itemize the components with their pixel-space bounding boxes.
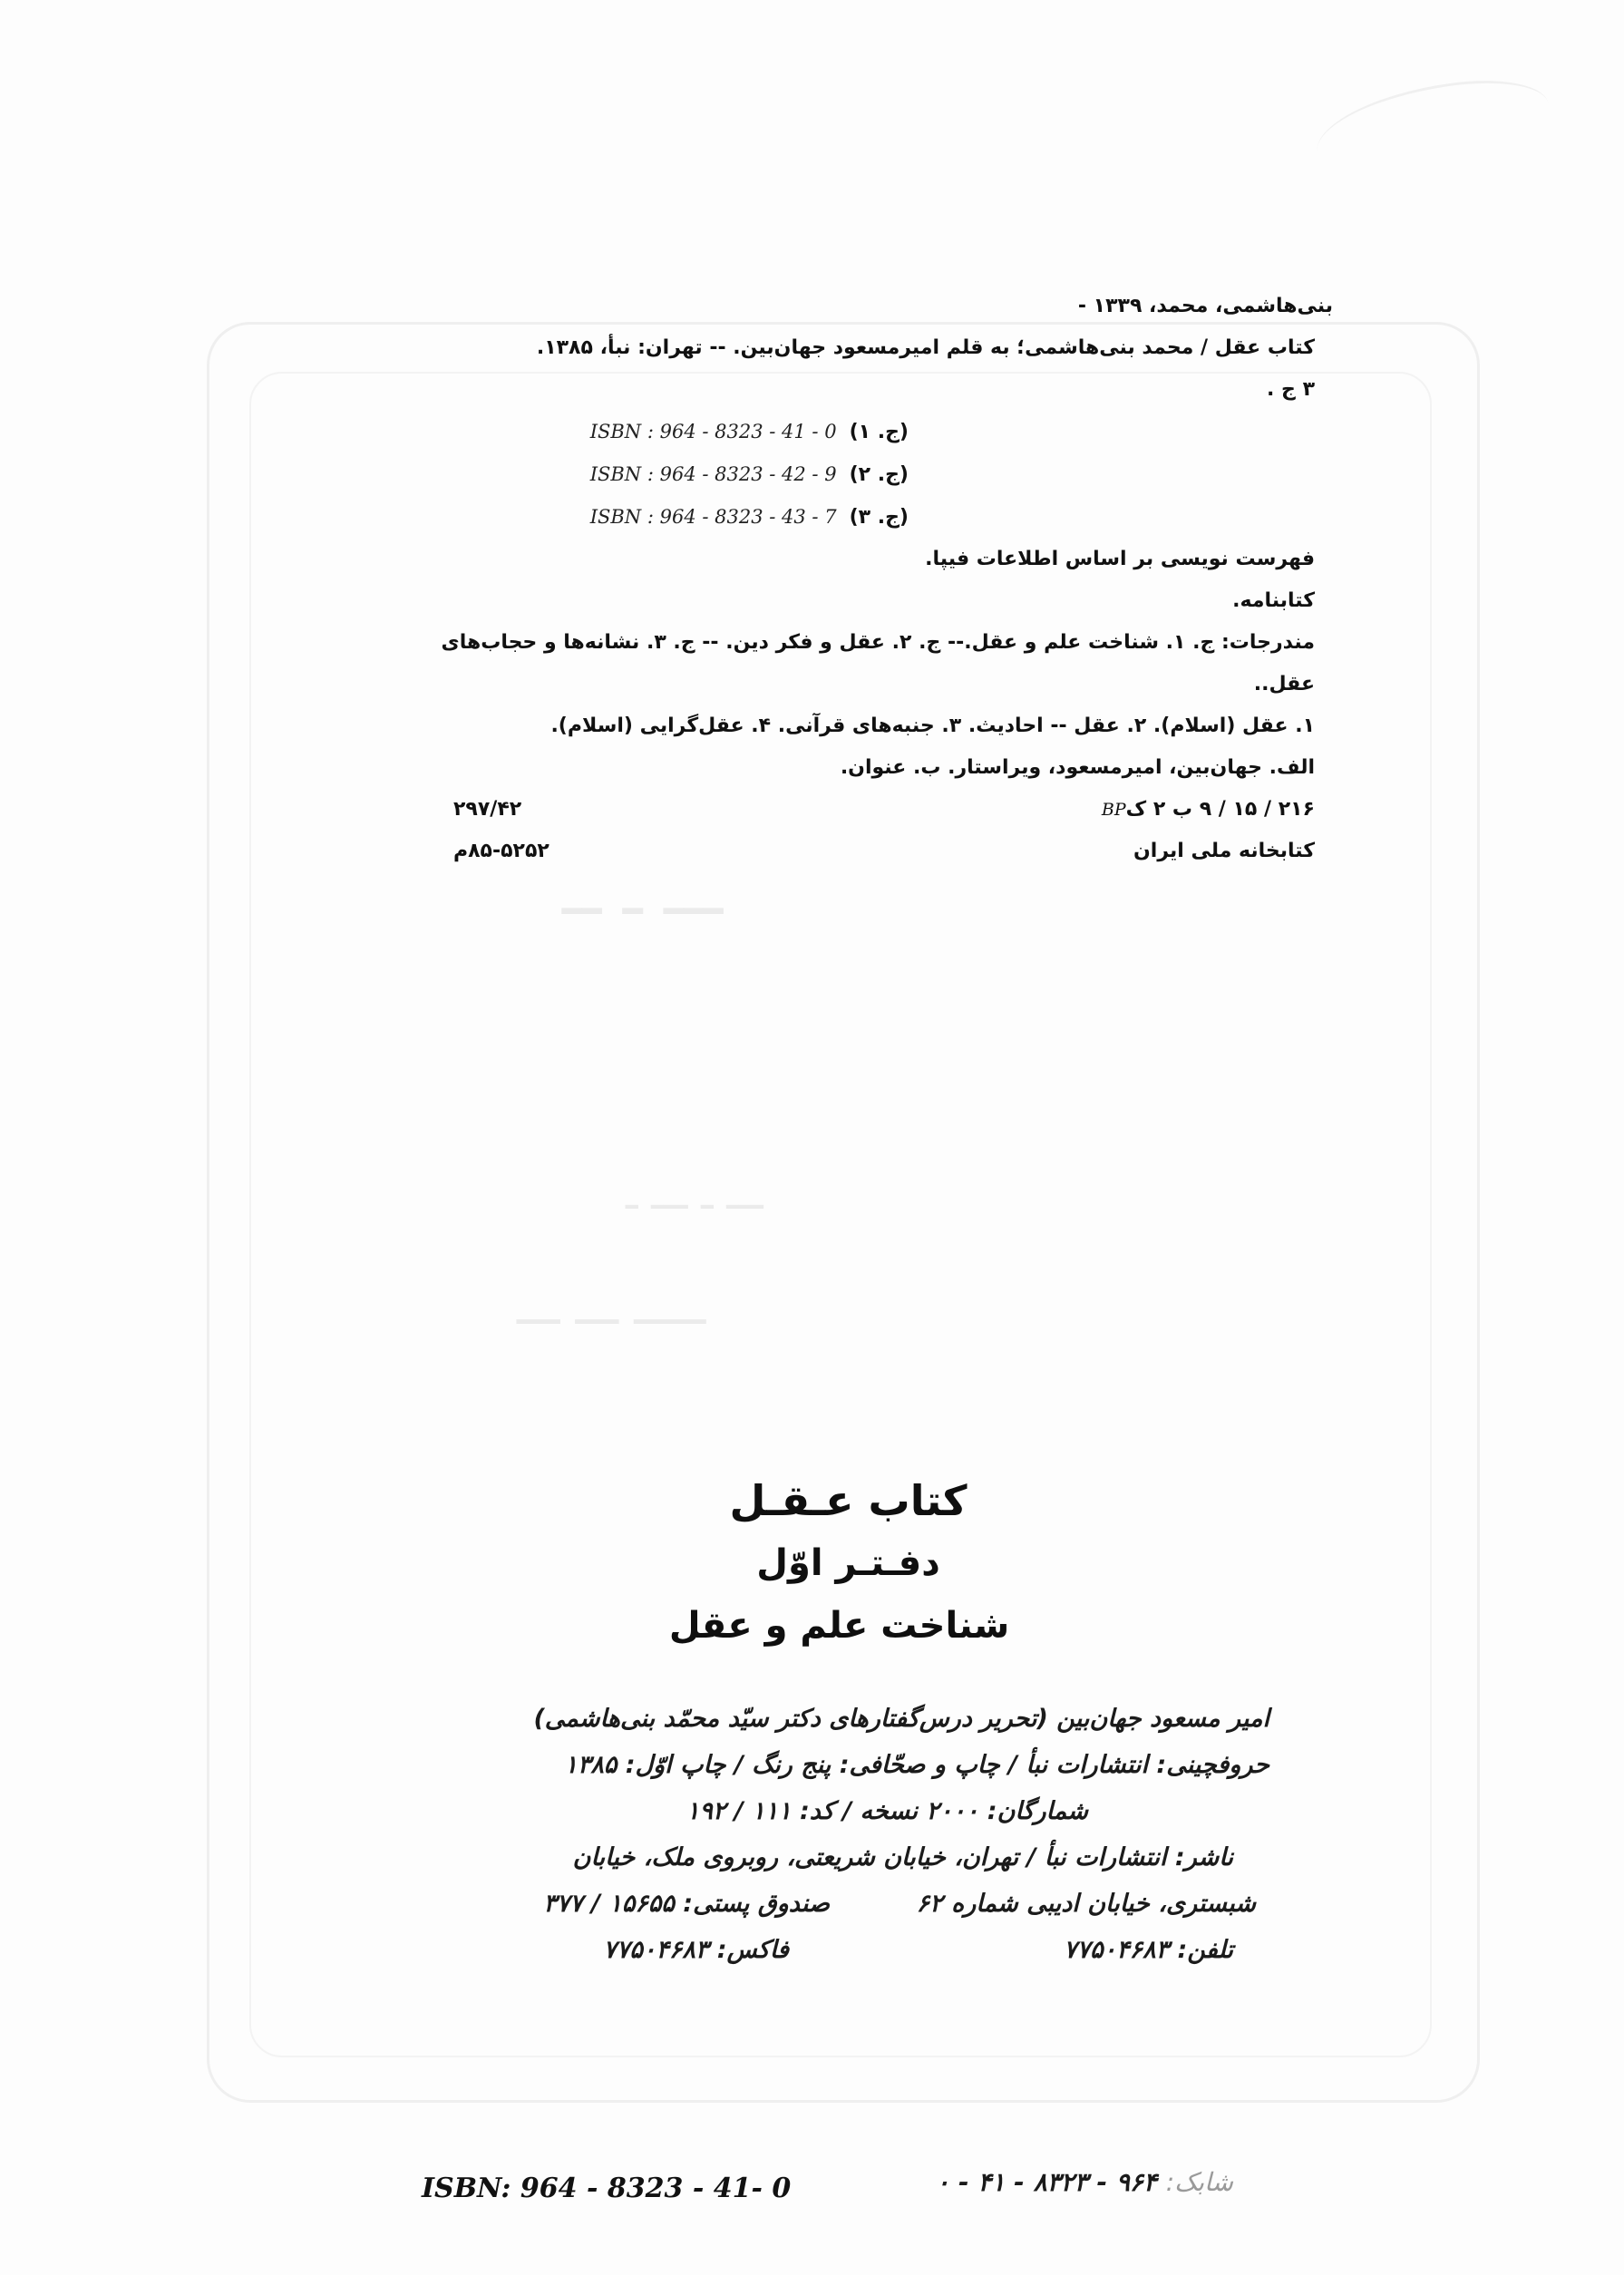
cip-volume-label: (ج. ۲) xyxy=(849,463,909,486)
cip-author-line: بنی‌هاشمی، محمد، ۱۳۳۹ - xyxy=(1077,295,1333,317)
title-block xyxy=(0,1469,1624,1658)
cip-lc-classification: ۲۱۶ / ۱۵ / ۹ ب ۲ کBP xyxy=(1101,798,1315,821)
show-through-text: ـــــ ـــ ـــ xyxy=(517,1278,706,1336)
cip-fipa-line: فهرست نویسی بر اساس اطلاعات فیپا. xyxy=(925,548,1315,570)
imprint-print-run: شمارگان: ۲۰۰۰ نسخه / کد: ۱۱۱ / ۱۹۲ xyxy=(686,1797,1088,1825)
imprint-production-row xyxy=(363,1751,1269,1797)
imprint-fax: فاکس: ۷۷۵۰۴۶۸۳ xyxy=(603,1936,789,1964)
cip-added-entries-line: الف. جهان‌بین، امیرمسعود، ویراستار. ب. عنوان. xyxy=(840,756,1315,779)
imprint-address-row xyxy=(363,1890,1269,1936)
show-through-text: ـــ ـ ــ xyxy=(562,852,724,930)
volume-title: دفـتـر اوّل xyxy=(756,1542,940,1584)
cip-library-row xyxy=(326,831,1315,872)
book-title: کتاب عـقـل xyxy=(729,1476,968,1525)
cip-isbn-row xyxy=(326,496,1315,539)
imprint-po-box: صندوق پستی: ۱۵۶۵۵ / ۳۷۷ xyxy=(543,1890,830,1918)
imprint-publisher-row xyxy=(363,1843,1269,1890)
cip-isbn-number: ISBN : 964 - 8323 - 41 - 0 xyxy=(589,421,837,442)
show-through-corner-mark xyxy=(1310,70,1555,186)
cataloging-block xyxy=(326,286,1333,872)
volume-subtitle: شناخت علم و عقل xyxy=(668,1605,1010,1647)
cip-lc-tag: BP xyxy=(1101,800,1126,820)
cip-isbn-row xyxy=(326,411,1315,453)
imprint-block xyxy=(363,1705,1269,1982)
cip-contents-line: مندرجات: ج. ۱. شناخت علم و عقل.-- ج. ۲. عقل و فکر دین. -- ج. ۳. نشانه‌ها و حجاب‌های عقل.. xyxy=(441,631,1315,695)
cip-bibliography-line: کتابنامه. xyxy=(1232,589,1315,612)
cip-volumes-line: ۳ ج . xyxy=(1267,378,1315,401)
colophon-shabak-value: ۹۶۴ - ۸۳۲۳ - ۴۱ - ۰ xyxy=(936,2167,1157,2197)
imprint-author-row xyxy=(363,1705,1269,1751)
show-through-text: ـــ ـ ـــ ـ xyxy=(626,1170,763,1219)
colophon-shabak xyxy=(834,2167,1233,2197)
cip-isbn-row xyxy=(326,453,1315,496)
colophon-isbn: ISBN: 964 - 8323 - 41- 0 xyxy=(422,2173,792,2204)
imprint-phone: تلفن: ۷۷۵۰۴۶۸۳ xyxy=(1064,1936,1233,1964)
imprint-publisher-line-2a: شبستری، خیابان ادیبی شماره ۶۲ xyxy=(916,1890,1256,1918)
cip-subjects-line: ۱. عقل (اسلام). ۲. عقل -- احادیث. ۳. جنبه‌های قرآنی. ۴. عقل‌گرایی (اسلام). xyxy=(550,715,1315,737)
cip-isbn-number: ISBN : 964 - 8323 - 42 - 9 xyxy=(589,463,837,485)
cip-classification-row xyxy=(326,789,1315,831)
imprint-contact-row xyxy=(363,1936,1269,1982)
imprint-print-run-row xyxy=(363,1797,1269,1843)
cip-dewey-number: ۲۹۷/۴۲ xyxy=(453,798,522,821)
imprint-production: حروفچینی: انتشارات نبأ / چاپ و صحّافی: پنج رنگ / چاپ اوّل: ۱۳۸۵ xyxy=(564,1751,1269,1779)
imprint-publisher-line-1: ناشر: انتشارات نبأ / تهران، خیابان شریعتی، روبروی ملک، خیابان xyxy=(572,1843,1233,1872)
cip-national-number: ۸۵-۵۲۵۲م xyxy=(453,840,549,862)
imprint-author: امیر مسعود جهان‌بین (تحریر درس‌گفتارهای دکتر سیّد محمّد بنی‌هاشمی) xyxy=(533,1705,1269,1733)
cip-title-line: کتاب عقل / محمد بنی‌هاشمی؛ به قلم امیرمسعود جهان‌بین. -- تهران: نبأ، ۱۳۸۵. xyxy=(536,336,1315,359)
cip-volume-label: (ج. ۳) xyxy=(849,506,909,529)
cip-isbn-number: ISBN : 964 - 8323 - 43 - 7 xyxy=(589,506,837,528)
cip-library-name: کتابخانه ملی ایران xyxy=(1133,840,1315,862)
cip-volume-label: (ج. ۱) xyxy=(849,421,909,443)
colophon-shabak-label: شابک: xyxy=(1165,2167,1233,2197)
